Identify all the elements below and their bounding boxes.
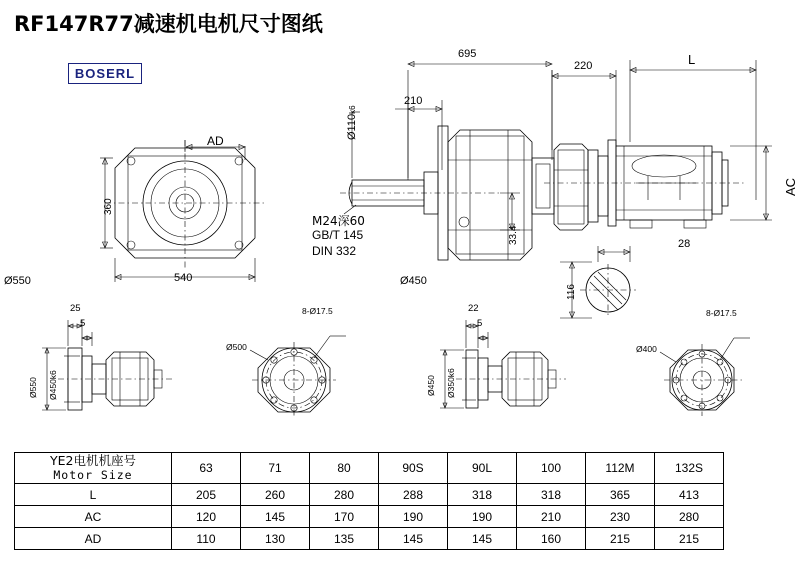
cell-AC-5: 210 (517, 506, 586, 528)
cell-AC-7: 280 (655, 506, 724, 528)
dim-540: 540 (174, 272, 193, 284)
dim-o550-left: Ø550 (28, 377, 38, 398)
cell-AD-0: 110 (172, 528, 241, 550)
cell-L-1: 260 (241, 484, 310, 506)
table-col-2: 80 (310, 453, 379, 484)
dim-o400: Ø400 (636, 344, 657, 354)
dim-o500: Ø500 (226, 342, 247, 352)
table-row (15, 484, 724, 506)
dim-25: 25 (70, 303, 81, 314)
table-row (15, 528, 724, 550)
cell-AD-4: 145 (448, 528, 517, 550)
table-header-label (15, 453, 172, 484)
cell-L-6: 365 (586, 484, 655, 506)
cell-AC-6: 230 (586, 506, 655, 528)
dim-28: 28 (678, 238, 691, 250)
dim-shaft-diameter: Ø110k6 (346, 105, 358, 140)
cell-AD-2: 135 (310, 528, 379, 550)
cell-AD-1: 130 (241, 528, 310, 550)
brand-logo: BOSERL (68, 63, 142, 84)
table-row (15, 506, 724, 528)
cell-AC-2: 170 (310, 506, 379, 528)
dim-flange-450: Ø450 (400, 275, 427, 287)
dim-22: 22 (468, 303, 479, 314)
cell-AC-1: 145 (241, 506, 310, 528)
dim-116: 116 (566, 284, 577, 300)
note-m24: M24深60 (312, 214, 365, 228)
table-col-3: 90S (379, 453, 448, 484)
dim-360: 360 (103, 198, 114, 215)
table-header-row (15, 453, 724, 484)
cell-L-0: 205 (172, 484, 241, 506)
motor-size-table (14, 452, 724, 550)
cell-L-7: 413 (655, 484, 724, 506)
table-col-6: 112M (586, 453, 655, 484)
table-col-5: 100 (517, 453, 586, 484)
table-header-en: Motor Size (53, 468, 133, 482)
dim-AD: AD (207, 134, 224, 148)
dim-33-4: 33.4 (508, 225, 519, 245)
row-label-AD: AD (15, 528, 172, 550)
note-bolts-right: 8-Ø17.5 (706, 308, 737, 318)
table-col-1: 71 (241, 453, 310, 484)
cell-L-4: 318 (448, 484, 517, 506)
dim-5-right: 5 (477, 318, 483, 329)
cell-AD-7: 215 (655, 528, 724, 550)
dim-210: 210 (404, 95, 423, 107)
dim-L: L (688, 52, 696, 67)
view-flange-450-side (440, 320, 566, 408)
table-col-0: 63 (172, 453, 241, 484)
cell-AC-3: 190 (379, 506, 448, 528)
cell-L-2: 280 (310, 484, 379, 506)
cell-AC-0: 120 (172, 506, 241, 528)
view-flange-550-side (42, 320, 172, 410)
table-header-cn: YE2电机机座号 (50, 453, 136, 468)
row-label-AC: AC (15, 506, 172, 528)
dim-o450-right: Ø450 (426, 375, 436, 396)
page-title: RF147R77减速机电机尺寸图纸 (14, 12, 323, 36)
view-flange-400-end (660, 338, 750, 416)
cell-AD-6: 215 (586, 528, 655, 550)
table-col-4: 90L (448, 453, 517, 484)
dim-220: 220 (574, 60, 593, 72)
dim-695: 695 (458, 48, 477, 60)
note-din332: DIN 332 (312, 244, 357, 258)
table-col-7: 132S (655, 453, 724, 484)
dim-o350k6-right: Ø350k6 (446, 368, 456, 398)
view-ad-end (100, 140, 265, 282)
cell-AD-3: 145 (379, 528, 448, 550)
dim-AC: AC (783, 177, 798, 196)
row-label-L: L (15, 484, 172, 506)
note-gbt145: GB/T 145 (312, 228, 364, 242)
cell-L-5: 318 (517, 484, 586, 506)
view-flange-500-end (250, 336, 346, 418)
cell-AD-5: 160 (517, 528, 586, 550)
note-bolts-left: 8-Ø17.5 (302, 306, 333, 316)
cell-AC-4: 190 (448, 506, 517, 528)
dim-o450k6-left: Ø450k6 (48, 370, 58, 400)
dim-flange-550: Ø550 (4, 275, 31, 287)
dim-5-left: 5 (80, 318, 86, 329)
cell-L-3: 288 (379, 484, 448, 506)
